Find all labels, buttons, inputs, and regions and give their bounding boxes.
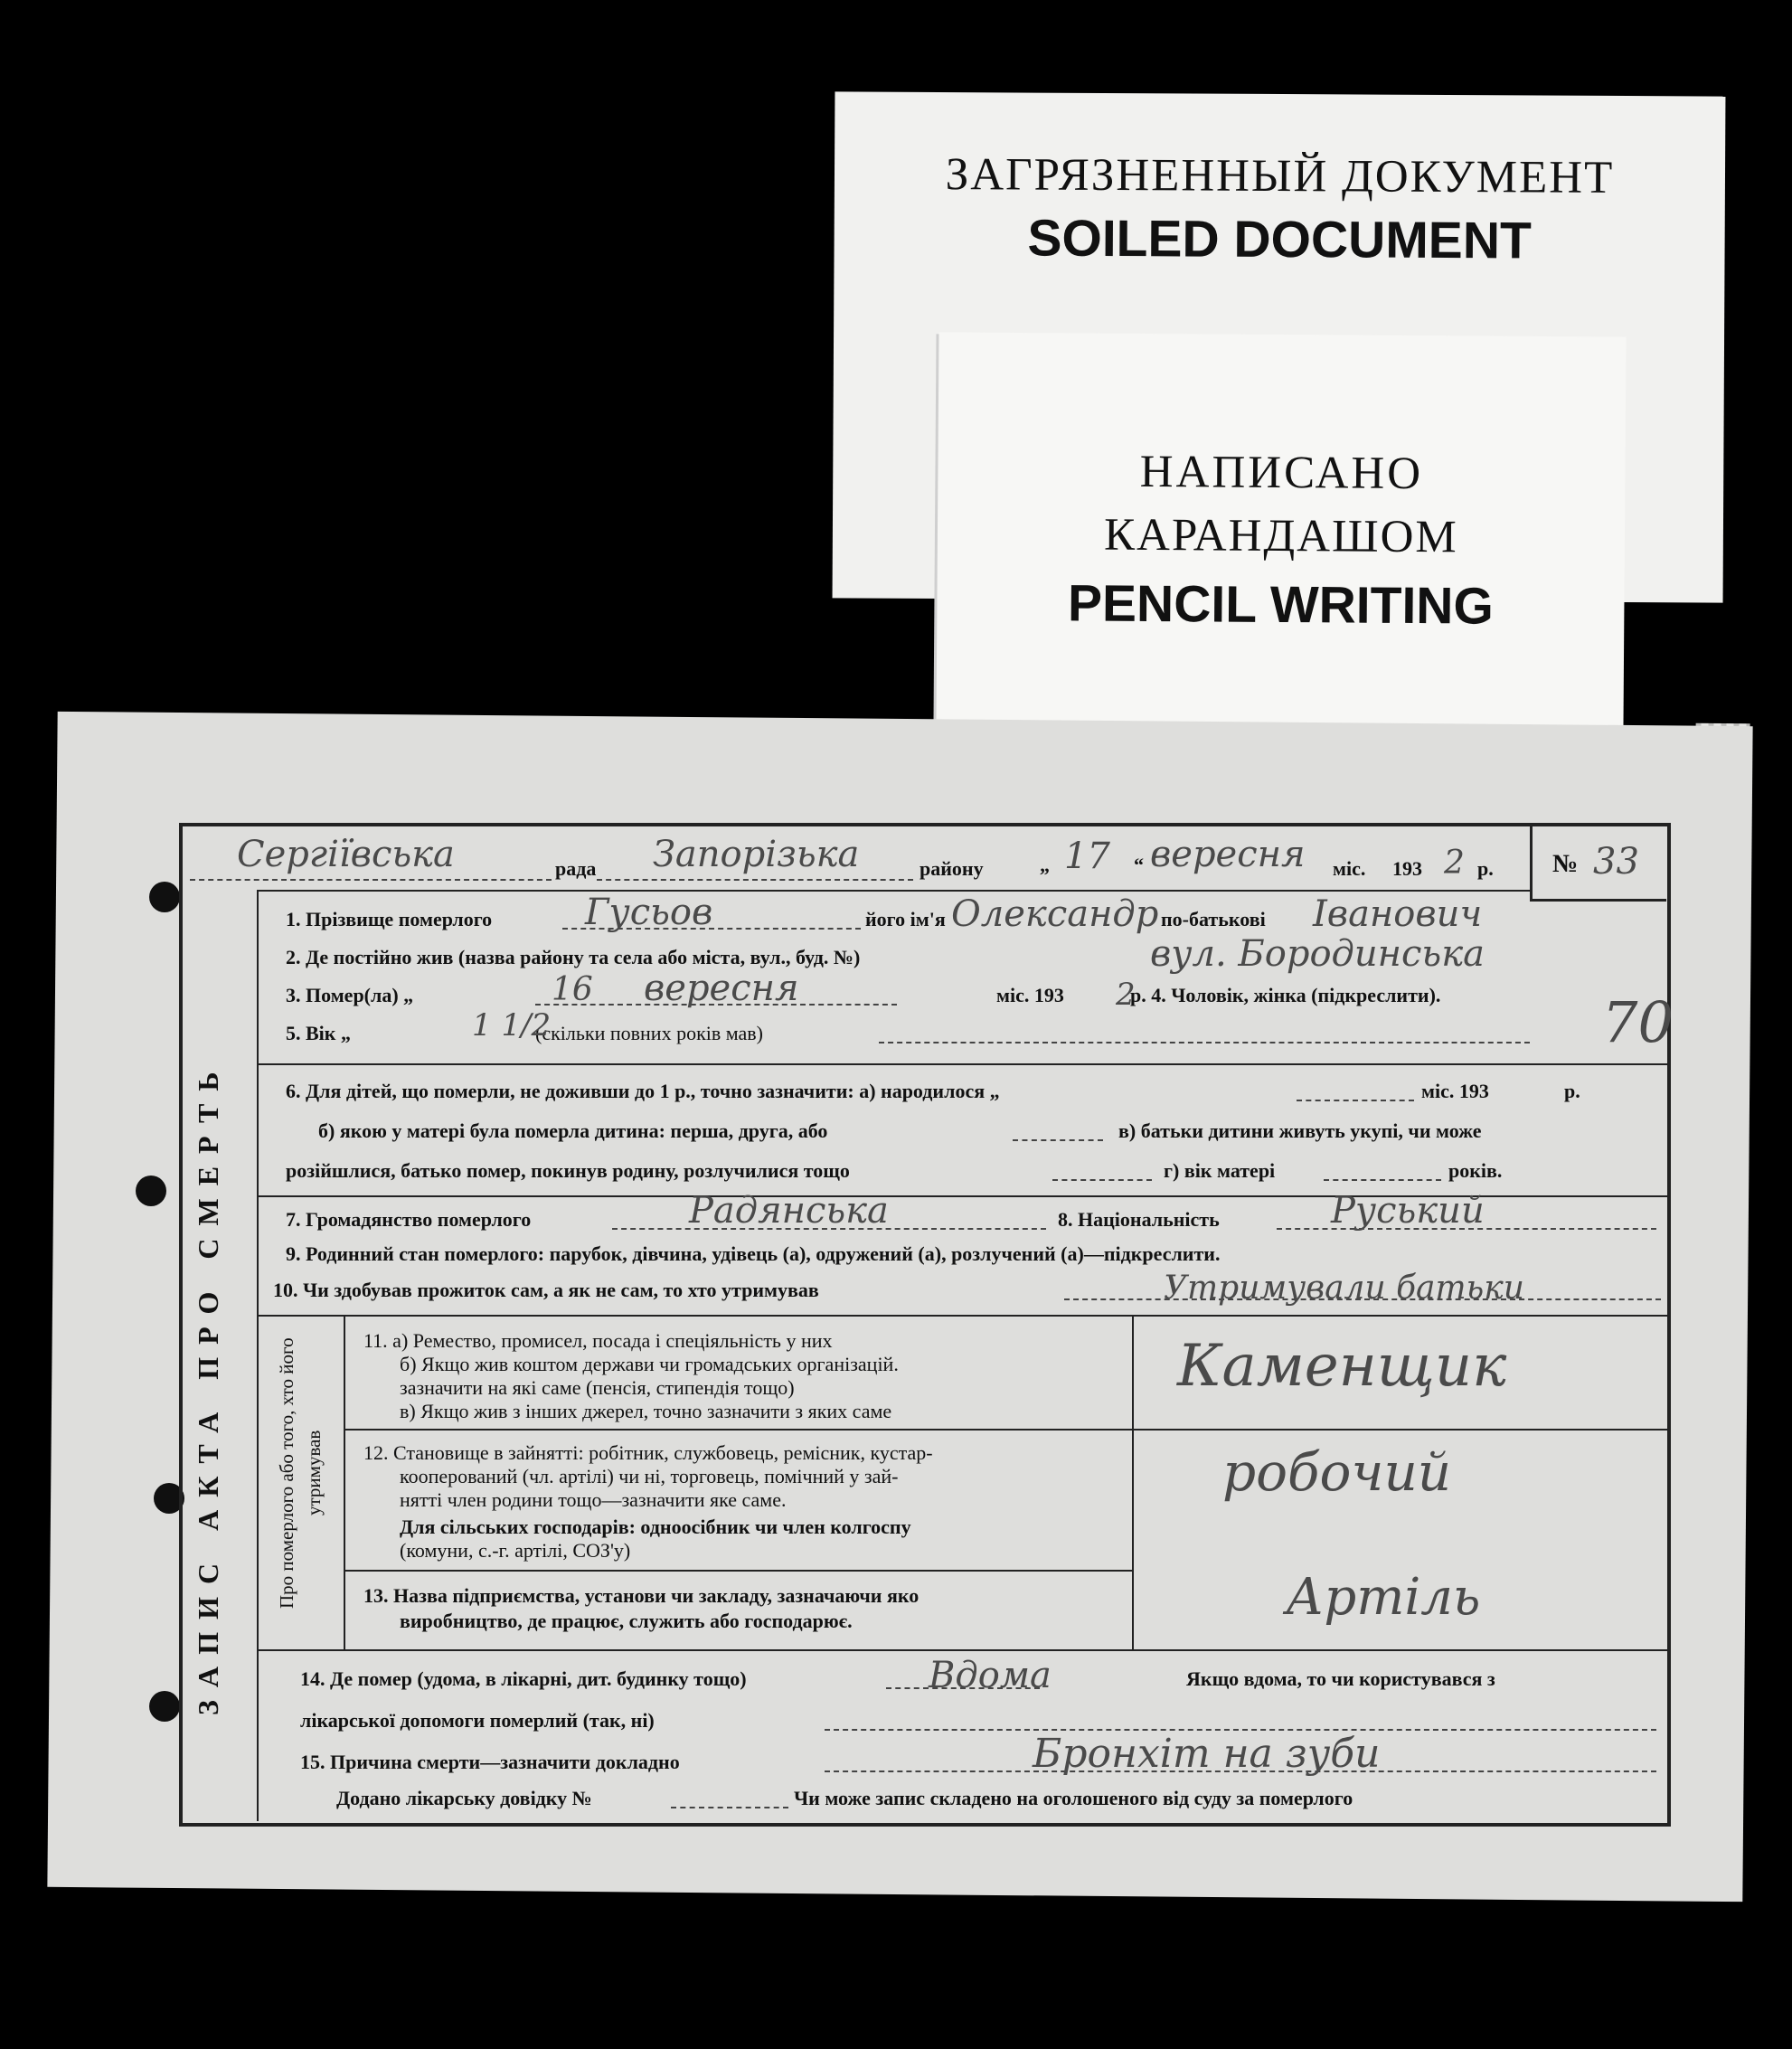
row11-b: б) Якщо жив коштом держави чи громадських організацій. bbox=[400, 1353, 899, 1375]
row6-line3c: років. bbox=[1448, 1159, 1503, 1182]
row12-c: нятті член родини тощо—зазначити яке саме. bbox=[400, 1488, 787, 1511]
pencil-writing-label bbox=[937, 332, 1627, 725]
row7-label: 7. Громадянство померлого bbox=[286, 1208, 532, 1231]
hw-occupation: Каменщик bbox=[1177, 1333, 1507, 1400]
row5-line bbox=[879, 1042, 1530, 1043]
header-council-line bbox=[190, 879, 552, 881]
hw-year-digit: 2 bbox=[1444, 845, 1465, 882]
header-quote-open: „ bbox=[1040, 854, 1050, 876]
row16-line bbox=[671, 1807, 788, 1808]
header-divider bbox=[257, 890, 1532, 892]
binding-hole bbox=[136, 1176, 166, 1206]
row11-b2: зазначити на які саме (пенсія, стипендія тощо) bbox=[400, 1376, 795, 1399]
death-record-form bbox=[179, 823, 1674, 1827]
row16-a: Додано лікарську довідку № bbox=[336, 1787, 592, 1809]
row1-label: 1. Прізвище померлого bbox=[286, 908, 493, 930]
row6-line2b: в) батьки дитини живуть укупі, чи може bbox=[1118, 1119, 1482, 1142]
row10-label: 10. Чи здобував прожиток сам, а як не сам, то хто утримував bbox=[273, 1279, 819, 1301]
hw-record-number: 33 bbox=[1593, 841, 1639, 883]
row6-mother-age-line bbox=[1324, 1179, 1441, 1181]
row13-a: 13. Назва підприємства, установи чи закладу, зазначаючи яко bbox=[363, 1584, 920, 1607]
answer-column-divider bbox=[1132, 1315, 1134, 1649]
hw-age: 1 1/2 bbox=[472, 1007, 552, 1043]
row-divider bbox=[344, 1570, 1132, 1572]
hw-place-of-death: Вдома bbox=[929, 1655, 1052, 1696]
row11-c: в) Якщо жив з інших джерел, точно зазначити з яких саме bbox=[400, 1400, 892, 1422]
row3-gender: р. 4. Чоловік, жінка (підкреслити). bbox=[1130, 984, 1441, 1006]
hw-citizenship: Радянська bbox=[689, 1190, 889, 1232]
row12-e: (комуни, с.-г. артілі, СОЗ'у) bbox=[400, 1539, 631, 1562]
sub-divider bbox=[344, 1315, 345, 1649]
row5-label: 5. Вік „ bbox=[286, 1022, 351, 1044]
row12-b: кооперований (чл. артілі) чи ні, торговець, помічний у зай- bbox=[400, 1465, 899, 1487]
row14-b: Якщо вдома, то чи користувався з bbox=[1186, 1667, 1495, 1690]
hw-first-name: Олександр bbox=[951, 893, 1159, 935]
record-number-label: № bbox=[1552, 850, 1579, 878]
header-mis: міс. bbox=[1333, 857, 1366, 880]
header-year: 193 bbox=[1392, 857, 1422, 880]
hw-death-day: 16 bbox=[552, 971, 593, 1008]
row-divider bbox=[257, 1063, 1667, 1065]
row9-label: 9. Родинний стан померлого: парубок, дівчина, удівець (а), одружений (а), розлучений (а)—підкреслити. bbox=[286, 1242, 1221, 1265]
row11-a: 11. а) Ремество, промисел, посада і спеціяльність у них bbox=[363, 1329, 833, 1352]
hw-death-month: вересня bbox=[644, 968, 799, 1009]
soiled-document-en: SOILED DOCUMENT bbox=[1027, 209, 1532, 270]
row12-d: Для сільських господарів: одноосібник чи член колгоспу bbox=[400, 1516, 911, 1538]
row6-line1-r: р. bbox=[1564, 1080, 1580, 1102]
row3-month: міс. 193 bbox=[996, 984, 1064, 1006]
header-rada: рада bbox=[555, 857, 597, 880]
hw-status: робочий bbox=[1222, 1441, 1452, 1503]
hw-nationality: Руський bbox=[1331, 1190, 1485, 1232]
row-divider bbox=[257, 1649, 1667, 1651]
row6-line3: розійшлися, батько помер, покинув родину, розлучилися тощо bbox=[286, 1159, 850, 1182]
header-r: р. bbox=[1477, 857, 1494, 880]
header-district-line bbox=[597, 879, 913, 881]
row13-b: виробництво, де працює, служить або господарює. bbox=[400, 1610, 853, 1632]
pencil-writing-ru-line2: КАРАНДАШОМ bbox=[1103, 509, 1458, 563]
row1-first-name-label: його ім'я bbox=[865, 908, 946, 930]
row1-patronymic-label: по-батькові bbox=[1161, 908, 1266, 930]
row14-a: 14. Де помер (удома, в лікарні, дит. будинку тощо) bbox=[300, 1667, 747, 1690]
row6-line1: 6. Для дітей, що померли, не доживши до 1 р., точно зазначити: а) народилося „ bbox=[286, 1080, 1000, 1102]
binding-hole bbox=[149, 882, 180, 912]
row8-label: 8. Національність bbox=[1058, 1208, 1220, 1231]
hw-patronymic: Іванович bbox=[1313, 893, 1483, 935]
header-quote-close: “ bbox=[1134, 854, 1144, 876]
side-divider bbox=[257, 890, 259, 1821]
row2-label: 2. Де постійно жив (назва району та села або міста, вул., буд. №) bbox=[286, 946, 861, 968]
row6-line2: б) якою у матері була померла дитина: перша, друга, або bbox=[318, 1119, 828, 1142]
hw-margin-note: 70 bbox=[1602, 989, 1674, 1055]
hw-month: вересня bbox=[1150, 834, 1306, 875]
row-divider bbox=[257, 1315, 1667, 1317]
row3-label: 3. Помер(ла) „ bbox=[286, 984, 414, 1006]
hw-residence: вул. Бородинська bbox=[1150, 933, 1485, 975]
soiled-document-ru: ЗАГРЯЗНЕННЫЙ ДОКУМЕНТ bbox=[945, 149, 1615, 203]
row12-a: 12. Становище в зайнятті: робітник, службовець, ремісник, кустар- bbox=[363, 1441, 933, 1464]
form-side-subtitle: Про померлого або того, хто його утримував bbox=[276, 1337, 325, 1609]
hw-supported-by: Утримували батьки bbox=[1164, 1270, 1524, 1307]
row6-order-line bbox=[1013, 1139, 1103, 1141]
hw-surname: Гусьов bbox=[585, 892, 713, 933]
hw-council: Сергіївська bbox=[237, 834, 455, 875]
hw-death-year-digit: 2 bbox=[1116, 977, 1136, 1013]
row14-c: лікарської допомоги померлий (так, ні) bbox=[300, 1709, 655, 1732]
pencil-writing-en: PENCIL WRITING bbox=[1067, 574, 1495, 636]
hw-day: 17 bbox=[1064, 836, 1110, 877]
pencil-writing-ru-line1: НАПИСАНО bbox=[1139, 446, 1424, 500]
row5-note: (скільки повних років мав) bbox=[535, 1022, 764, 1044]
row15-label: 15. Причина смерти—зазначити докладно bbox=[300, 1751, 680, 1773]
hw-enterprise: Артіль bbox=[1286, 1568, 1481, 1627]
row6-line1-month: міс. 193 bbox=[1421, 1080, 1489, 1102]
row6-line3b: г) вік матері bbox=[1164, 1159, 1276, 1182]
form-side-title: ЗАПИС АКТА ПРО СМЕРТЬ bbox=[192, 1059, 224, 1715]
hw-cause: Бронхіт на зуби bbox=[1033, 1731, 1381, 1777]
row6-parents-line bbox=[1052, 1179, 1152, 1181]
header-rayonu: району bbox=[920, 857, 984, 880]
row6-birth-line bbox=[1297, 1100, 1414, 1101]
row-divider bbox=[344, 1429, 1667, 1431]
hw-district: Запорізька bbox=[653, 834, 860, 875]
row16-b: Чи може запис складено на оголошеного від суду за померлого bbox=[794, 1787, 1353, 1809]
binding-hole bbox=[149, 1691, 180, 1722]
